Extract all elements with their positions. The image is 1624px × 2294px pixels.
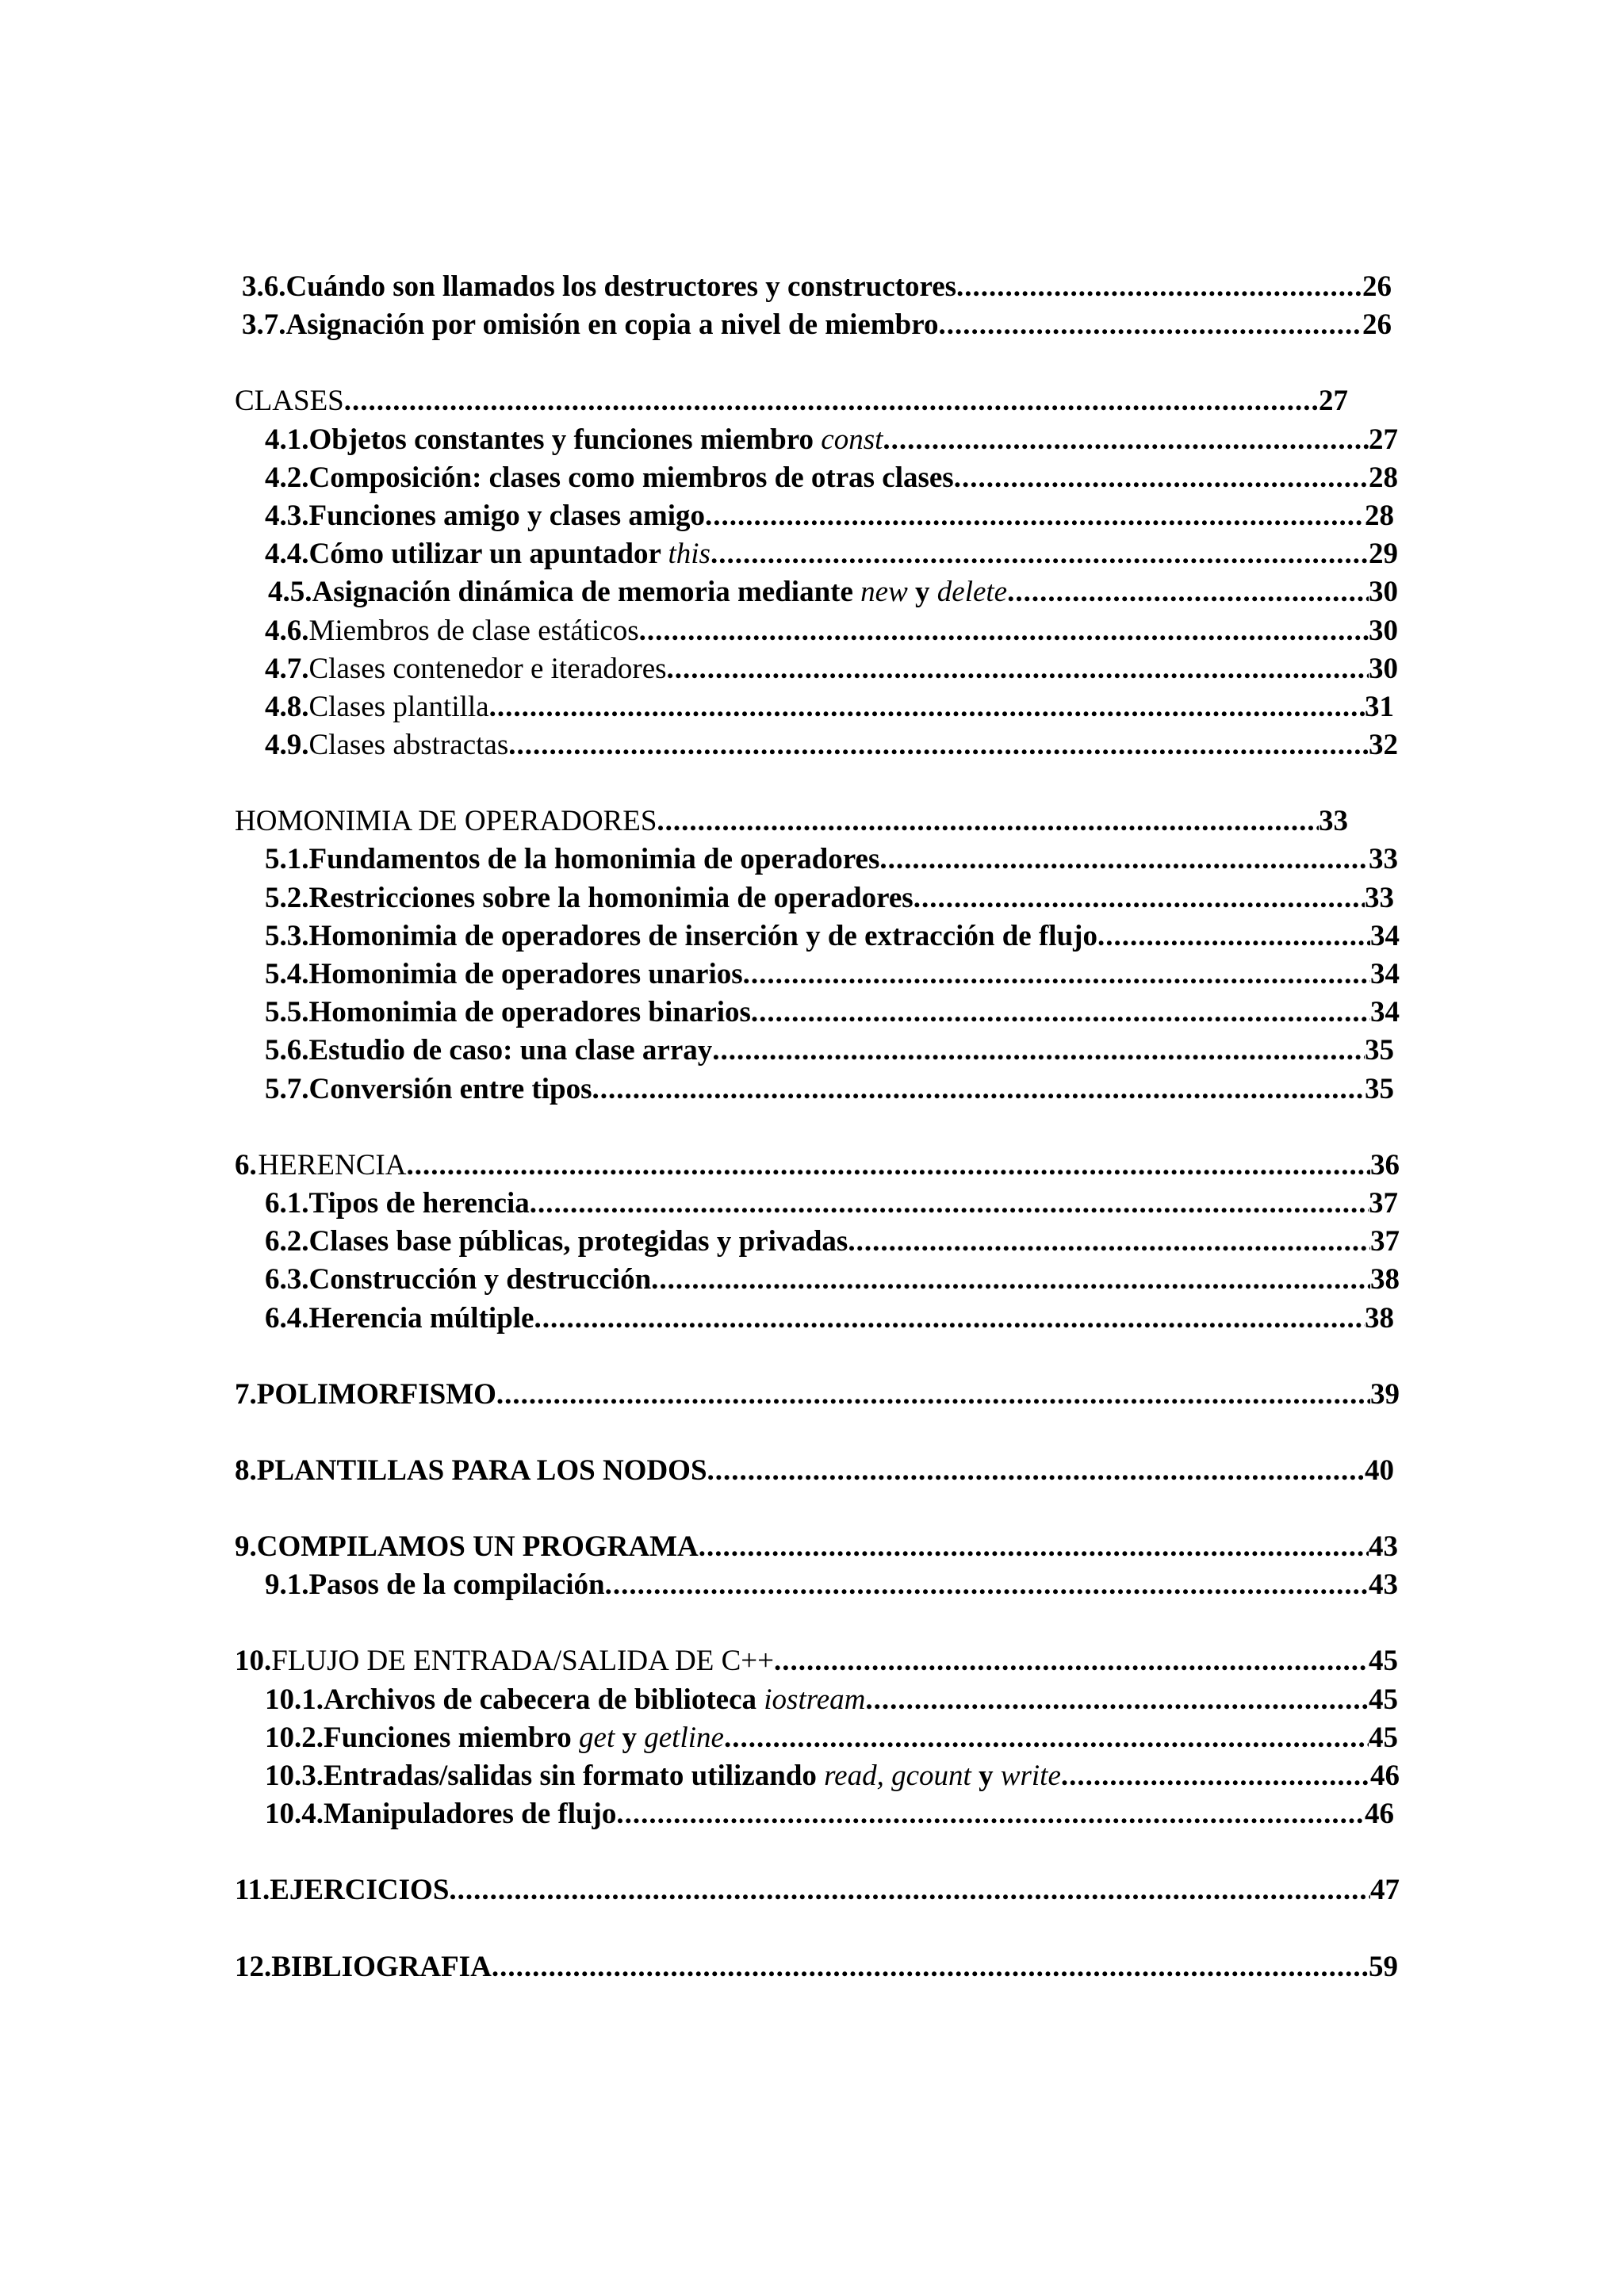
toc-leader-dots: [1007, 573, 1369, 611]
toc-entry-number: 3.7.: [242, 308, 286, 342]
toc-entry-page-number: 33: [1319, 805, 1348, 838]
toc-leader-dots: [651, 1261, 1370, 1299]
toc-entry-page-number: 33: [1369, 843, 1398, 876]
toc-entry[interactable]: [0, 1681, 1398, 1719]
toc-entry-title: Homonimia de operadores de inserción y de extracción de flujo: [308, 919, 1097, 952]
toc-entry-page-number: 26: [1362, 308, 1392, 342]
toc-entry-title: Cómo utilizar un apuntador this: [308, 538, 710, 571]
toc-entry-number: 9.: [235, 1530, 257, 1564]
toc-entry-number: 10.2.: [265, 1721, 324, 1754]
toc-entry-number: 5.2.: [265, 881, 309, 914]
toc-entry[interactable]: [0, 1528, 1398, 1566]
toc-leader-dots: [492, 1948, 1369, 1986]
toc-entry-number: 4.4.: [265, 538, 309, 571]
toc-entry[interactable]: [0, 726, 1398, 764]
toc-entry[interactable]: [0, 1719, 1398, 1757]
toc-leader-dots: [639, 612, 1369, 650]
toc-entry-number: 4.6.: [265, 614, 309, 647]
toc-entry[interactable]: [0, 917, 1400, 956]
toc-entry-page-number: 45: [1369, 1721, 1398, 1754]
toc-leader-dots: [724, 1719, 1369, 1757]
toc-entry-page-number: 29: [1369, 538, 1398, 571]
toc-entry-number: 5.3.: [265, 919, 309, 952]
toc-entry-title: EJERCICIOS: [270, 1874, 450, 1907]
toc-entry[interactable]: [0, 879, 1394, 917]
toc-entry-title: Clases contenedor e iteradores: [308, 652, 667, 685]
toc-entry[interactable]: [0, 1452, 1394, 1490]
toc-entry-title: HOMONIMIA DE OPERADORES: [235, 805, 657, 838]
toc-entry-number: 9.1.: [265, 1568, 309, 1602]
toc-entry-title: Pasos de la compilación: [308, 1568, 605, 1602]
toc-entry-page-number: 34: [1370, 958, 1400, 990]
toc-entry-page-number: 32: [1369, 729, 1398, 762]
toc-entry[interactable]: [0, 994, 1400, 1032]
toc-entry-title: COMPILAMOS UN PROGRAMA: [256, 1530, 699, 1564]
toc-leader-dots: [489, 688, 1365, 726]
toc-entry-page-number: 37: [1370, 1225, 1400, 1258]
toc-entry-title: Herencia múltiple: [308, 1301, 534, 1335]
toc-entry-number: 4.9.: [265, 729, 309, 762]
toc-entry[interactable]: [0, 306, 1392, 344]
toc-entry[interactable]: [0, 268, 1392, 306]
toc-leader-dots: [883, 421, 1369, 459]
toc-entry[interactable]: [0, 421, 1398, 459]
toc-entry-page-number: 30: [1369, 614, 1398, 647]
toc-entry-title: Composición: clases como miembros de otras clases: [308, 461, 954, 494]
toc-leader-dots: [449, 1871, 1370, 1909]
toc-entry-title: CLASES: [235, 385, 344, 418]
toc-entry[interactable]: [0, 1223, 1400, 1261]
toc-entry-number: 4.3.: [265, 499, 309, 532]
toc-leader-dots: [743, 956, 1370, 994]
toc-entry-page-number: 30: [1369, 652, 1398, 685]
toc-entry[interactable]: [0, 1795, 1394, 1833]
toc-leader-dots: [699, 1528, 1369, 1566]
toc-entry-title: FLUJO DE ENTRADA/SALIDA DE C++: [271, 1645, 774, 1678]
toc-entry-page-number: 35: [1365, 1072, 1394, 1105]
toc-entry[interactable]: [0, 459, 1398, 497]
toc-leader-dots: [865, 1681, 1369, 1719]
toc-entry-title: Clases abstractas: [308, 729, 509, 762]
toc-entry-title: Objetos constantes y funciones miembro const: [308, 423, 883, 456]
toc-entry-title: Homonimia de operadores binarios: [308, 996, 751, 1029]
toc-entry-number: 5.1.: [265, 843, 309, 876]
toc-leader-dots: [344, 382, 1319, 420]
toc-entry-page-number: 26: [1362, 270, 1392, 303]
toc-entry-title: PLANTILLAS PARA LOS NODOS: [256, 1453, 707, 1487]
toc-entry-number: 6.4.: [265, 1301, 309, 1335]
toc-entry-title: Clases plantilla: [308, 690, 489, 723]
toc-entry-number: 10.: [235, 1645, 272, 1678]
toc-leader-dots: [956, 268, 1362, 306]
toc-entry-number: 4.7.: [265, 652, 309, 685]
toc-entry-page-number: 38: [1370, 1263, 1400, 1296]
toc-entry-page-number: 40: [1365, 1453, 1394, 1487]
toc-entry-page-number: 27: [1319, 385, 1348, 418]
toc-entry-title: Entradas/salidas sin formato utilizando read, gcount y write: [324, 1760, 1061, 1792]
toc-entry-title: Homonimia de operadores unarios: [308, 958, 743, 990]
toc-entry[interactable]: [0, 497, 1394, 535]
toc-entry-page-number: 36: [1370, 1148, 1400, 1181]
toc-entry-number: 7.: [235, 1377, 257, 1411]
toc-entry-number: 4.2.: [265, 461, 309, 494]
toc-entry[interactable]: [0, 1147, 1400, 1185]
toc-entry-page-number: 46: [1365, 1798, 1394, 1831]
toc-entry-page-number: 27: [1369, 423, 1398, 456]
toc-leader-dots: [954, 459, 1369, 497]
toc-entry-number: 5.7.: [265, 1072, 309, 1105]
toc-entry-page-number: 46: [1370, 1760, 1400, 1792]
toc-leader-dots: [605, 1566, 1369, 1604]
toc-entry-page-number: 45: [1369, 1683, 1398, 1716]
toc-entry[interactable]: [0, 1300, 1394, 1338]
toc-entry[interactable]: [0, 688, 1394, 726]
toc-leader-dots: [879, 841, 1369, 879]
toc-entry-title: HERENCIA: [258, 1148, 407, 1181]
toc-entry-title: Clases base públicas, protegidas y privadas: [308, 1225, 848, 1258]
toc-entry-title: Asignación por omisión en copia a nivel de miembro: [285, 308, 939, 342]
toc-entry-title: Funciones amigo y clases amigo: [308, 499, 705, 532]
toc-entry[interactable]: [0, 802, 1348, 841]
toc-entry[interactable]: [0, 956, 1400, 994]
toc-entry[interactable]: [0, 1757, 1400, 1795]
toc-entry-title: Manipuladores de flujo: [324, 1798, 617, 1831]
toc-entry-number: 6.1.: [265, 1186, 309, 1220]
toc-leader-dots: [496, 1376, 1370, 1414]
toc-entry-number: 12.: [235, 1950, 272, 1983]
toc-entry[interactable]: [0, 612, 1398, 650]
toc-entry[interactable]: [0, 1376, 1400, 1414]
toc-entry-title: Restricciones sobre la homonimia de operadores: [308, 881, 914, 914]
toc-entry-title: Cuándo son llamados los destructores y constructores: [285, 270, 957, 303]
toc-leader-dots: [710, 535, 1369, 573]
toc-leader-dots: [914, 879, 1365, 917]
toc-leader-dots: [751, 994, 1370, 1032]
toc-entry-number: 6.: [235, 1148, 257, 1181]
toc-leader-dots: [616, 1795, 1365, 1833]
toc-leader-dots: [774, 1642, 1369, 1680]
toc-leader-dots: [707, 1452, 1365, 1490]
toc-entry-number: 5.4.: [265, 958, 309, 990]
toc-leader-dots: [534, 1300, 1365, 1338]
toc-entry[interactable]: [0, 382, 1348, 420]
toc-entry-page-number: 39: [1370, 1377, 1400, 1411]
toc-entry-number: 3.6.: [242, 270, 286, 303]
toc-entry-number: 4.1.: [265, 423, 309, 456]
toc-leader-dots: [406, 1147, 1370, 1185]
toc-entry-title: Miembros de clase estáticos: [308, 614, 639, 647]
toc-entry-number: 5.5.: [265, 996, 309, 1029]
toc-entry-title: Fundamentos de la homonimia de operadores: [308, 843, 880, 876]
toc-entry[interactable]: [0, 535, 1398, 573]
toc-entry-page-number: 37: [1369, 1186, 1398, 1220]
toc-entry[interactable]: [0, 1642, 1398, 1680]
toc-entry-number: 10.1.: [265, 1683, 324, 1716]
toc-entry-page-number: 35: [1365, 1034, 1394, 1067]
toc-entry-title: Archivos de cabecera de biblioteca iostream: [324, 1683, 866, 1716]
toc-entry-page-number: 31: [1365, 690, 1394, 723]
toc-leader-dots: [530, 1185, 1369, 1223]
toc-entry-title: POLIMORFISMO: [256, 1377, 496, 1411]
toc-entry-page-number: 47: [1370, 1874, 1400, 1907]
toc-entry-number: 8.: [235, 1453, 257, 1487]
toc-leader-dots: [592, 1070, 1365, 1109]
toc-entry-page-number: 28: [1365, 499, 1394, 532]
toc-entry[interactable]: [0, 1185, 1398, 1223]
toc-leader-dots: [657, 802, 1319, 841]
toc-entry[interactable]: [0, 1871, 1400, 1909]
toc-leader-dots: [667, 650, 1369, 688]
toc-entry[interactable]: [0, 650, 1398, 688]
toc-entry-title: Construcción y destrucción: [308, 1263, 652, 1296]
toc-entry-page-number: 30: [1369, 576, 1398, 609]
toc-entry-page-number: 45: [1369, 1645, 1398, 1678]
toc-entry[interactable]: [0, 841, 1398, 879]
toc-entry-number: 10.4.: [265, 1798, 324, 1831]
toc-entry-page-number: 33: [1365, 881, 1394, 914]
table-of-contents: [0, 268, 1624, 1986]
toc-entry-title: Tipos de herencia: [308, 1186, 530, 1220]
toc-entry-number: 4.5.: [268, 576, 312, 609]
toc-entry-title: Conversión entre tipos: [308, 1072, 592, 1105]
toc-entry-number: 11.: [235, 1874, 270, 1907]
toc-leader-dots: [938, 306, 1362, 344]
toc-entry-page-number: 43: [1369, 1568, 1398, 1602]
toc-leader-dots: [848, 1223, 1370, 1261]
toc-entry-page-number: 28: [1369, 461, 1398, 494]
toc-entry-page-number: 38: [1365, 1301, 1394, 1335]
toc-entry-number: 4.8.: [265, 690, 309, 723]
toc-entry-page-number: 43: [1369, 1530, 1398, 1564]
toc-entry-number: 5.6.: [265, 1034, 309, 1067]
toc-entry-title: Funciones miembro get y getline: [324, 1721, 724, 1754]
toc-entry-title: BIBLIOGRAFIA: [271, 1950, 492, 1983]
toc-entry-title: Estudio de caso: una clase array: [308, 1034, 713, 1067]
toc-leader-dots: [1097, 917, 1370, 956]
toc-entry-number: 6.2.: [265, 1225, 309, 1258]
toc-entry[interactable]: [0, 1032, 1394, 1070]
toc-entry-title: Asignación dinámica de memoria mediante new y delete: [312, 576, 1008, 609]
toc-entry[interactable]: [0, 1261, 1400, 1299]
toc-entry-number: 6.3.: [265, 1263, 309, 1296]
toc-leader-dots: [508, 726, 1369, 764]
toc-entry[interactable]: [0, 573, 1398, 611]
toc-entry-page-number: 34: [1370, 919, 1400, 952]
toc-leader-dots: [712, 1032, 1365, 1070]
toc-entry[interactable]: [0, 1070, 1394, 1109]
toc-entry[interactable]: [0, 1948, 1398, 1986]
toc-leader-dots: [705, 497, 1365, 535]
toc-entry-page-number: 34: [1370, 996, 1400, 1029]
toc-entry[interactable]: [0, 1566, 1398, 1604]
toc-entry-number: 10.3.: [265, 1760, 324, 1792]
toc-leader-dots: [1061, 1757, 1370, 1795]
toc-entry-page-number: 59: [1369, 1950, 1398, 1983]
